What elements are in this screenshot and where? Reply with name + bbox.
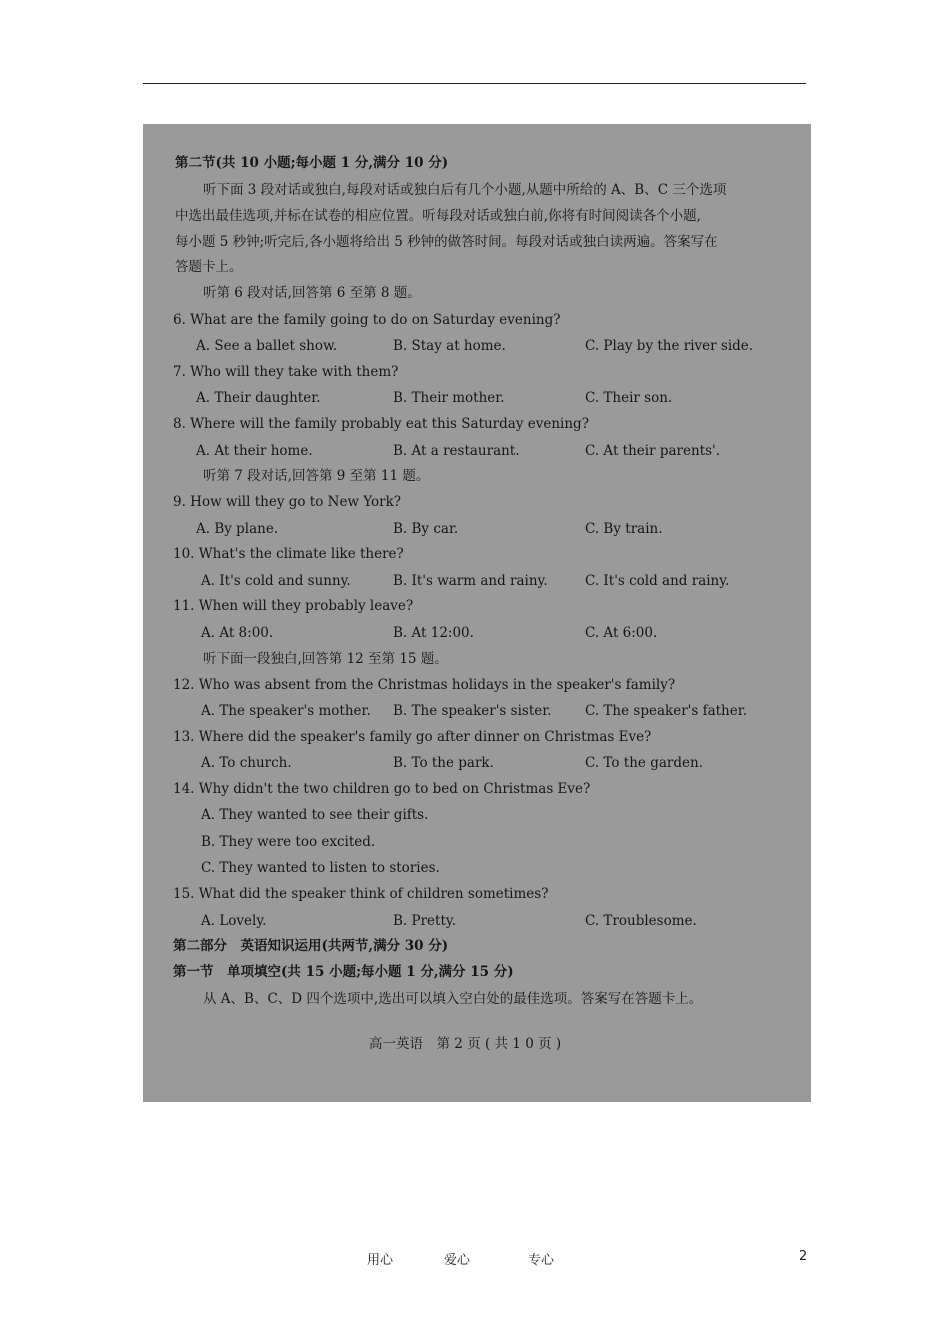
option-a: A. The speaker's mother. <box>201 703 371 719</box>
option-a: A. At 8:00. <box>201 625 274 641</box>
question-stem: 9. How will they go to New York? <box>173 494 402 510</box>
dialog-intro: 听第 6 段对话,回答第 6 至第 8 题。 <box>203 285 421 301</box>
part2-instruction: 从 A、B、C、D 四个选项中,选出可以填入空白处的最佳选项。答案写在答题卡上。 <box>203 991 703 1007</box>
option-a: A. See a ballet show. <box>196 338 338 354</box>
option-a: A. They wanted to see their gifts. <box>201 807 429 823</box>
option-a: A. Their daughter. <box>196 390 321 406</box>
option-c: C. The speaker's father. <box>585 703 747 719</box>
option-c: C. Their son. <box>585 390 673 406</box>
option-b: B. To the park. <box>393 755 494 771</box>
option-b: B. The speaker's sister. <box>393 703 552 719</box>
footer-label: 专心 <box>528 1253 555 1268</box>
part2-section1-header: 第一节 单项填空(共 15 小题;每小题 1 分,满分 15 分) <box>173 964 514 980</box>
option-c: C. They wanted to listen to stories. <box>201 860 440 876</box>
header-rule <box>143 83 806 84</box>
question-stem: 7. Who will they take with them? <box>173 364 399 380</box>
instruction-line: 听下面 3 段对话或独白,每段对话或独白后有几个小题,从题中所给的 A、B、C 三个选项 <box>203 182 727 198</box>
question-stem: 15. What did the speaker think of children sometimes? <box>173 886 549 902</box>
option-a: A. To church. <box>201 755 292 771</box>
option-b: B. At a restaurant. <box>393 443 520 459</box>
option-a: A. By plane. <box>196 521 279 537</box>
question-stem: 14. Why didn't the two children go to bed on Christmas Eve? <box>173 781 591 797</box>
option-b: B. Pretty. <box>393 913 457 929</box>
question-stem: 6. What are the family going to do on Saturday evening? <box>173 312 561 328</box>
option-a: A. At their home. <box>196 443 313 459</box>
instruction-line: 每小题 5 秒钟;听完后,各小题将给出 5 秒钟的做答时间。每段对话或独白读两遍。答案写在 <box>175 234 718 250</box>
footer-label: 用心 <box>367 1253 394 1268</box>
option-b: B. Stay at home. <box>393 338 506 354</box>
section-header: 第二节(共 10 小题;每小题 1 分,满分 10 分) <box>175 155 449 171</box>
option-c: C. Troublesome. <box>585 913 697 929</box>
part2-header: 第二部分 英语知识运用(共两节,满分 30 分) <box>173 938 449 954</box>
question-stem: 10. What's the climate like there? <box>173 546 404 562</box>
question-stem: 12. Who was absent from the Christmas holidays in the speaker's family? <box>173 677 676 693</box>
option-b: B. They were too excited. <box>201 834 376 850</box>
option-b: B. By car. <box>393 521 459 537</box>
option-c: C. By train. <box>585 521 663 537</box>
option-b: B. At 12:00. <box>393 625 474 641</box>
option-c: C. Play by the river side. <box>585 338 754 354</box>
monologue-intro: 听下面一段独白,回答第 12 至第 15 题。 <box>203 651 448 667</box>
question-stem: 11. When will they probably leave? <box>173 598 414 614</box>
option-c: C. To the garden. <box>585 755 703 771</box>
option-c: C. At their parents'. <box>585 443 721 459</box>
option-c: C. It's cold and rainy. <box>585 573 730 589</box>
scan-page-footer: 高一英语 第 2 页 ( 共 1 0 页 ) <box>369 1036 562 1052</box>
question-stem: 13. Where did the speaker's family go after dinner on Christmas Eve? <box>173 729 652 745</box>
option-a: A. Lovely. <box>201 913 267 929</box>
instruction-line: 答题卡上。 <box>175 259 243 275</box>
option-b: B. Their mother. <box>393 390 505 406</box>
question-stem: 8. Where will the family probably eat this Saturday evening? <box>173 416 589 432</box>
option-b: B. It's warm and rainy. <box>393 573 548 589</box>
scanned-exam-page <box>143 124 811 1102</box>
page-number: 2 <box>799 1249 808 1264</box>
footer-label: 爱心 <box>444 1253 471 1268</box>
option-a: A. It's cold and sunny. <box>201 573 351 589</box>
dialog-intro: 听第 7 段对话,回答第 9 至第 11 题。 <box>203 468 430 484</box>
option-c: C. At 6:00. <box>585 625 658 641</box>
instruction-line: 中选出最佳选项,并标在试卷的相应位置。听每段对话或独白前,你将有时间阅读各个小题, <box>175 208 701 224</box>
